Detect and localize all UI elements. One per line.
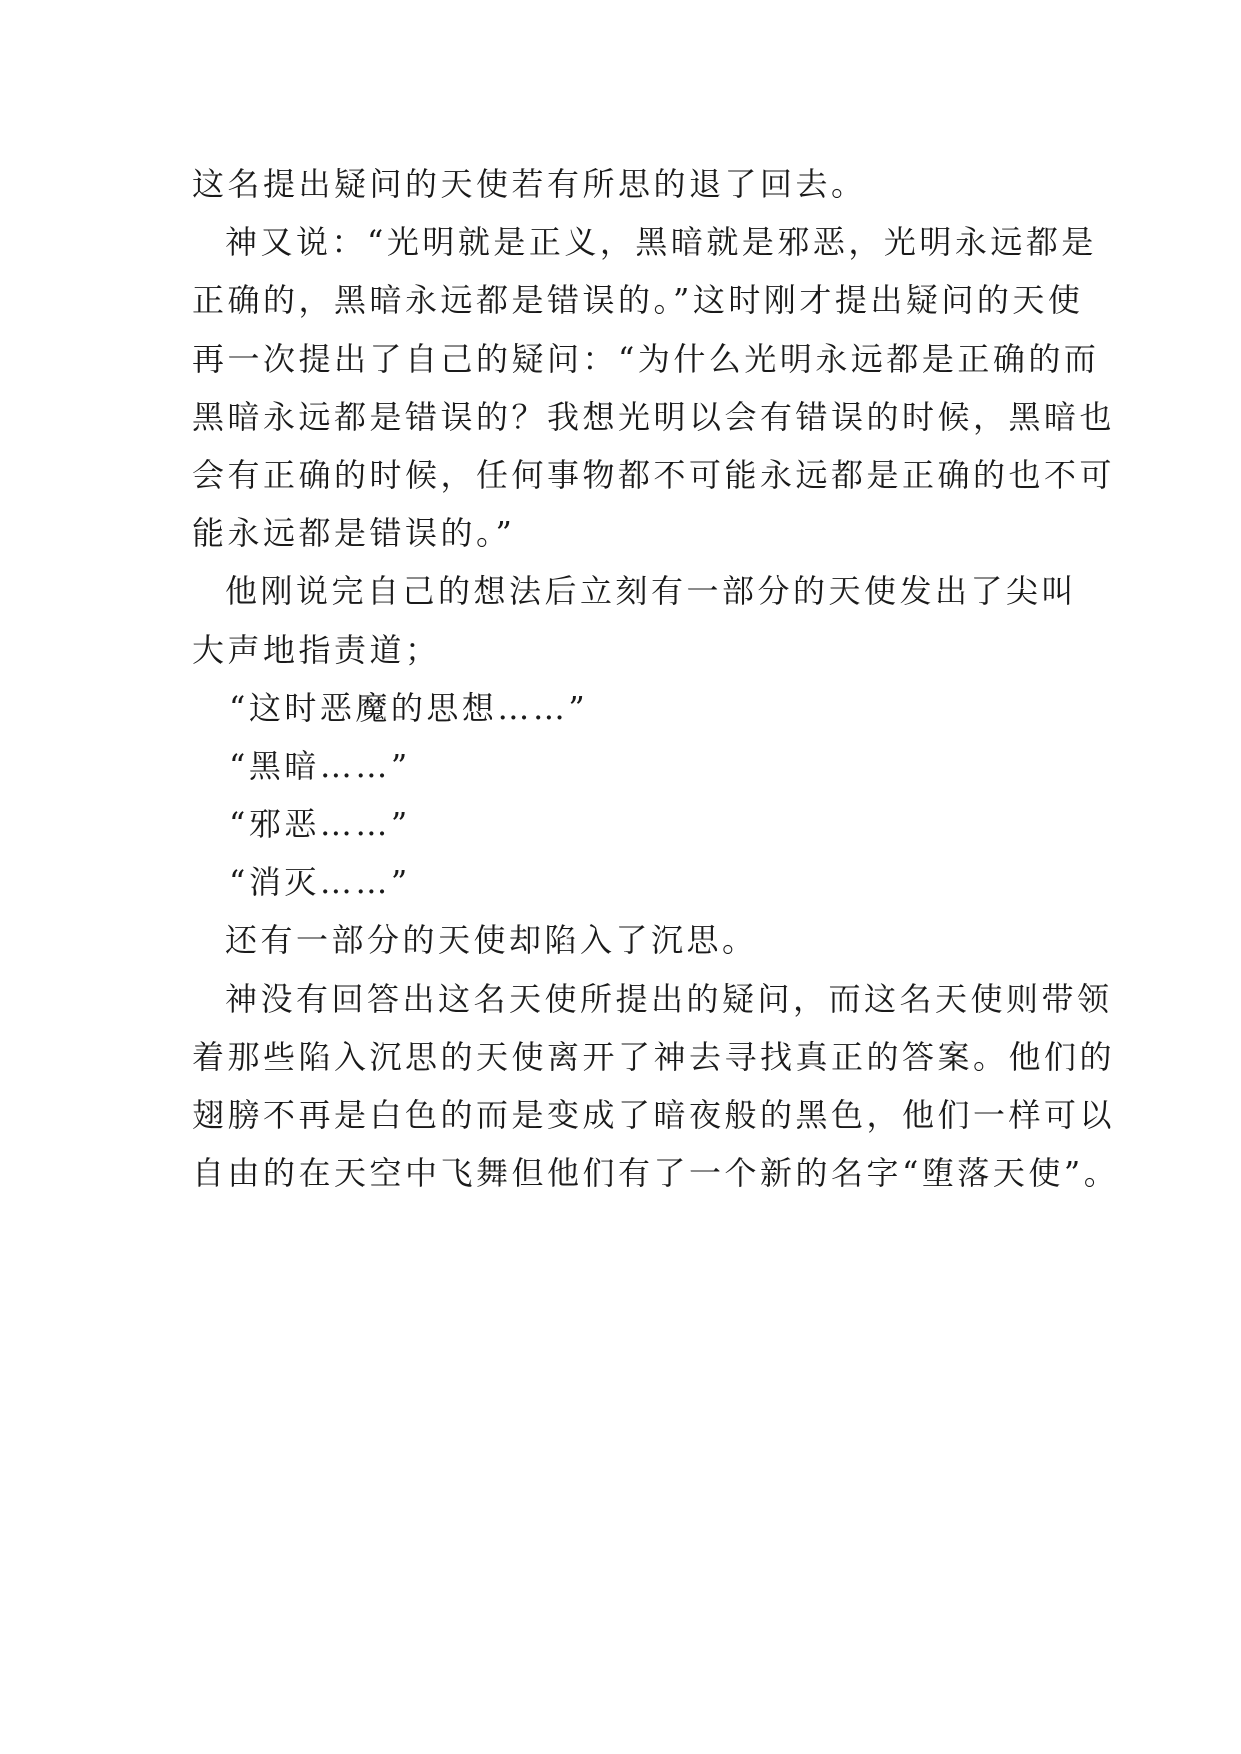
text-line: “邪恶……” — [229, 805, 411, 844]
text-line: 他刚说完自己的想法后立刻有一部分的天使发出了尖叫 — [225, 572, 1078, 611]
text-line: “这时恶魔的思想……” — [229, 688, 589, 727]
text-line: 自由的在天空中飞舞但他们有了一个新的名字“堕落天使”。 — [192, 1154, 1120, 1193]
body-text — [192, 155, 1120, 1202]
text-line: “消灭……” — [229, 863, 411, 902]
text-line: “黑暗……” — [229, 746, 411, 785]
text-line: 神又说：“光明就是正义，黑暗就是邪恶，光明永远都是 — [225, 223, 1097, 262]
text-line: 神没有回答出这名天使所提出的疑问，而这名天使则带领 — [225, 979, 1113, 1018]
text-line: 能永远都是错误的。” — [192, 514, 516, 553]
text-line: 还有一部分的天使却陷入了沉思。 — [225, 921, 758, 960]
text-line: 大声地指责道； — [192, 630, 441, 669]
text-line: 翅膀不再是白色的而是变成了暗夜般的黑色，他们一样可以 — [192, 1096, 1116, 1134]
text-line: 再一次提出了自己的疑问：“为什么光明永远都是正确的而 — [192, 339, 1100, 378]
text-line: 会有正确的时候，任何事物都不可能永远都是正确的也不可 — [192, 455, 1116, 494]
text-line: 黑暗永远都是错误的？我想光明以会有错误的时候，黑暗也 — [192, 397, 1116, 436]
text-line: 正确的，黑暗永远都是错误的。”这时刚才提出疑问的天使 — [192, 281, 1084, 320]
text-line: 这名提出疑问的天使若有所思的退了回去。 — [192, 165, 867, 203]
text-line: 着那些陷入沉思的天使离开了神去寻找真正的答案。他们的 — [192, 1037, 1116, 1076]
